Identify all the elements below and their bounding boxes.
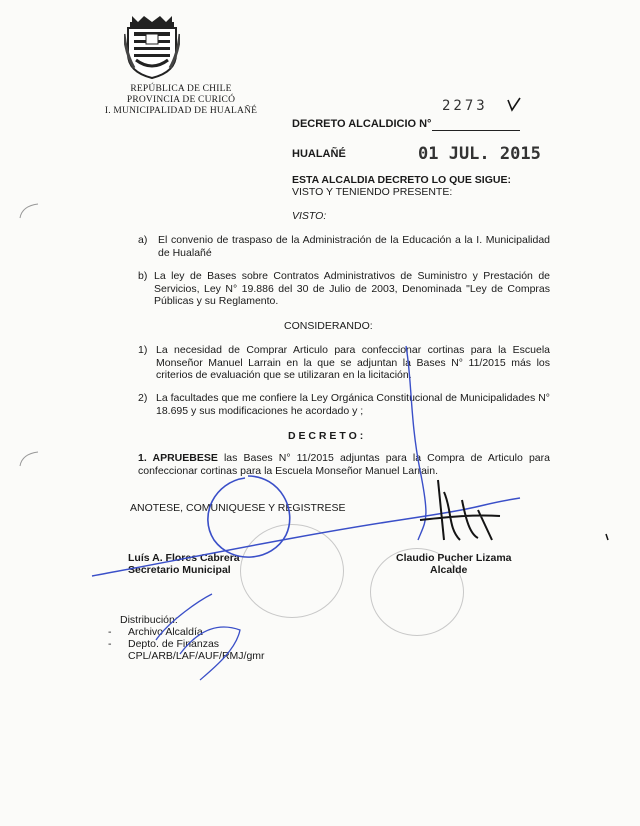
distribution-dash-2: - <box>108 638 112 650</box>
decree-number-tick <box>508 98 520 110</box>
distribution-dash-1: - <box>108 626 112 638</box>
decreto-item-1-verb: 1. APRUEBESE <box>138 452 218 464</box>
visto-marker-a: a) <box>138 234 148 246</box>
mayor-signature <box>420 480 500 540</box>
right-margin-mark <box>606 534 608 540</box>
decree-number-line <box>432 130 520 131</box>
considerando-heading: CONSIDERANDO: <box>284 320 373 332</box>
distribution-item-1: Archivo Alcaldía <box>128 626 203 638</box>
distribution-initials: CPL/ARB/LAF/AUF/RMJ/gmr <box>128 650 265 662</box>
visto-heading: VISTO: <box>292 210 327 222</box>
visto-marker-b: b) <box>138 270 148 282</box>
visto-item-b: La ley de Bases sobre Contratos Administrativos de Suministro y Prestación de Servicios, Ley N° 19.886 del 30 de Julio de 2003, Denominada "Ley de Compras Públicas y su Reglamento. <box>154 270 550 307</box>
visto-item-a: El convenio de traspaso de la Administración de la Educación a la I. Municipalidad de Hualañé <box>158 234 550 259</box>
intro-subheading: VISTO Y TENIENDO PRESENTE: <box>292 186 453 198</box>
decreto-item-1 <box>138 452 550 477</box>
distribution-heading: Distribución: <box>120 614 178 626</box>
header-province: PROVINCIA DE CURICÓ <box>126 95 236 105</box>
right-signatory-name: Claudio Pucher Lizama <box>396 552 512 564</box>
decreto-item-1-text: las Bases N° 11/2015 adjuntas para la Compra de Articulo para confeccionar cortinas para la Escuela Monseñor Manuel Larrain. <box>138 452 550 477</box>
header-municipality: I. MUNICIPALIDAD DE HUALAÑÉ <box>104 106 258 116</box>
decree-number: 2273 <box>442 98 488 114</box>
left-signatory-title: Secretario Municipal <box>128 564 231 576</box>
considerando-marker-1: 1) <box>138 344 148 356</box>
municipal-coat-of-arms <box>124 14 180 80</box>
intro-heading: ESTA ALCALDIA DECRETO LO QUE SIGUE: <box>292 174 511 186</box>
header-republic: REPÚBLICA DE CHILE <box>130 84 232 94</box>
distribution-item-2: Depto. de Finanzas <box>128 638 220 650</box>
decreto-heading: D E C R E T O : <box>288 430 364 442</box>
stamp-seal-secretary <box>240 524 344 618</box>
left-signatory-name: Luís A. Flores Cabrera <box>128 552 240 564</box>
decree-date-stamp: 01 JUL. 2015 <box>418 144 541 164</box>
decree-label: DECRETO ALCALDICIO N° <box>292 118 432 130</box>
considerando-item-1: La necesidad de Comprar Articulo para confeccionar cortinas para la Escuela Monseñor Manuel Larrain en la que se adjuntan la Bases N° 11/2015 más los criterios de evaluación que se utilizaran en la licitación. <box>156 344 550 381</box>
punch-hole-mark-bottom <box>18 450 40 468</box>
considerando-marker-2: 2) <box>138 392 148 404</box>
place-label: HUALAÑÉ <box>292 148 346 160</box>
punch-hole-mark-top <box>18 202 40 220</box>
right-signatory-title: Alcalde <box>430 564 468 576</box>
considerando-item-2: La facultades que me confiere la Ley Orgánica Constitucional de Municipalidades N° 18.695 y sus modificaciones he acordado y ; <box>156 392 550 417</box>
closing-formula: ANOTESE, COMUNIQUESE Y REGISTRESE <box>130 502 346 514</box>
